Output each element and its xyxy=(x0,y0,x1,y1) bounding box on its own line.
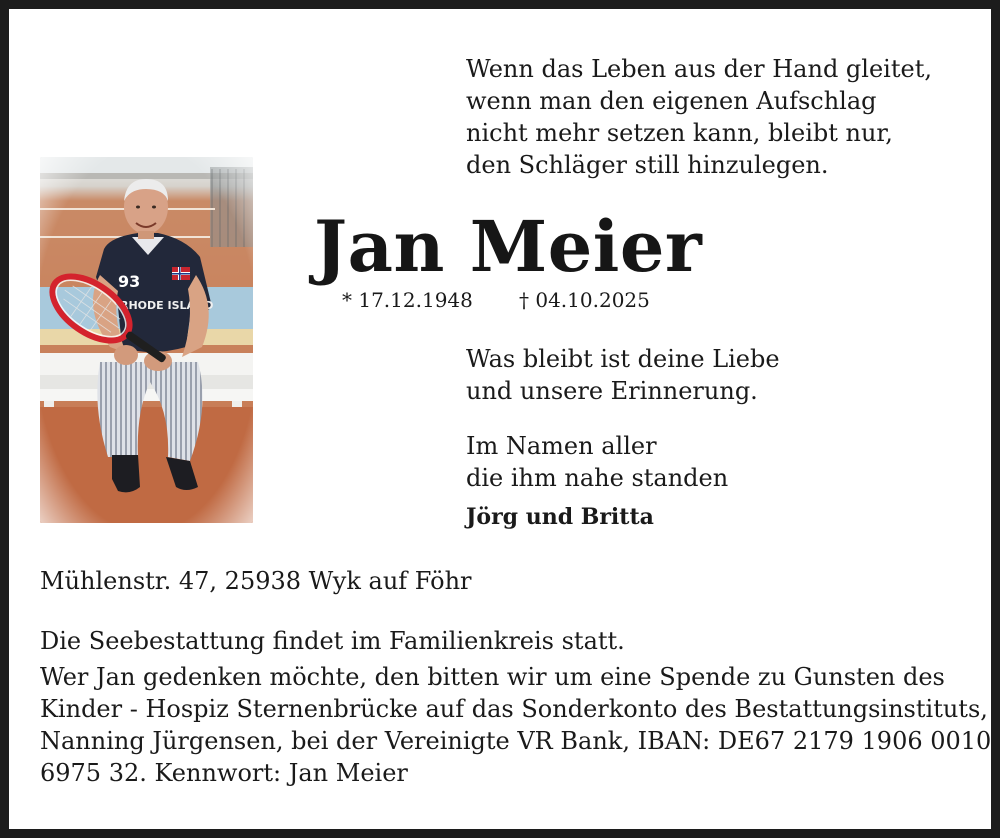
poem-line: wenn man den eigenen Aufschlag xyxy=(466,87,877,115)
poem-line: nicht mehr setzen kann, bleibt nur, xyxy=(466,119,893,147)
signer-names: Jörg und Britta xyxy=(466,504,654,530)
birth-date: * 17.12.1948 xyxy=(342,288,473,312)
address: Mühlenstr. 47, 25938 Wyk auf Föhr xyxy=(40,567,472,595)
remembrance-line: Was bleibt ist deine Liebe xyxy=(466,345,780,373)
remembrance-line: und unsere Erinnerung. xyxy=(466,377,758,405)
notice-line: Wer Jan gedenken möchte, den bitten wir um eine Spende zu Gunsten des xyxy=(40,663,945,691)
remembrance-text xyxy=(466,343,780,407)
notice-line: Kinder - Hospiz Sternenbrücke auf das Sonderkonto des Bestattungsinstituts, xyxy=(40,695,988,723)
signature-intro-line: Im Namen aller xyxy=(466,432,657,460)
portrait-photo xyxy=(40,157,253,523)
notice-line: Nanning Jürgensen, bei der Vereinigte VR Bank, IBAN: DE67 2179 1906 0010 xyxy=(40,727,992,755)
notice-line: Die Seebestattung findet im Familienkreis statt. xyxy=(40,627,625,655)
poem-line: Wenn das Leben aus der Hand gleitet, xyxy=(466,55,932,83)
memorial-poem xyxy=(466,53,932,181)
deceased-name: Jan Meier xyxy=(314,205,703,288)
notice-line: 6975 32. Kennwort: Jan Meier xyxy=(40,759,408,787)
signature-intro xyxy=(466,430,728,494)
signature-intro-line: die ihm nahe standen xyxy=(466,464,729,492)
poem-line: den Schläger still hinzulegen. xyxy=(466,151,829,179)
death-date: † 04.10.2025 xyxy=(519,288,650,312)
funeral-notice xyxy=(40,625,992,789)
